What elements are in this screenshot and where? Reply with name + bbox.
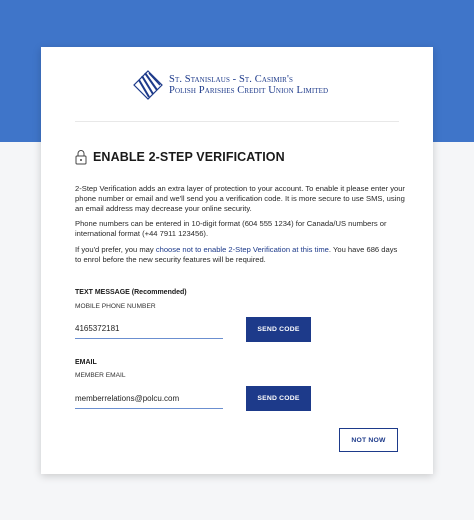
not-now-button[interactable]: NOT NOW (339, 428, 398, 452)
logo-text (169, 74, 328, 96)
member-email-input[interactable] (75, 389, 223, 409)
opt-out-text-after: . You have 686 days to enrol before the new security features will be required. (75, 245, 398, 264)
opt-out-paragraph (75, 245, 405, 265)
member-email-label: MEMBER EMAIL (75, 372, 126, 379)
credit-union-logo (133, 69, 348, 101)
mobile-phone-label: MOBILE PHONE NUMBER (75, 303, 156, 310)
logo-line-2: Polish Parishes Credit Union Limited (169, 85, 329, 96)
intro-paragraph: 2-Step Verification adds an extra layer of protection to your account. To enable it please enter your phone number or email and we'll send you a verification code. It is more secure to use SMS, using an email address may decrease your online security. (75, 184, 405, 213)
email-section-label: EMAIL (75, 359, 97, 366)
opt-out-text-before: If you'd prefer, you may (75, 245, 156, 254)
sms-section-label: TEXT MESSAGE (Recommended) (75, 289, 187, 296)
phone-format-paragraph: Phone numbers can be entered in 10-digit format (604 555 1234) for Canada/US numbers or international format (+44 7911 123456). (75, 219, 387, 238)
send-sms-code-button[interactable]: SEND CODE (246, 317, 311, 342)
page-heading (75, 148, 285, 166)
lock-icon (75, 149, 87, 165)
mobile-phone-input[interactable] (75, 319, 223, 339)
verification-card (41, 47, 433, 474)
logo-line-1: St. Stanislaus - St. Casimir's (169, 74, 293, 85)
header-divider (75, 121, 399, 122)
skip-verification-link[interactable]: choose not to enable 2-Step Verification at this time (155, 245, 329, 254)
page-title: ENABLE 2-STEP VERIFICATION (93, 150, 285, 164)
logo-mark-icon (133, 70, 163, 100)
send-email-code-button[interactable]: SEND CODE (246, 386, 311, 411)
